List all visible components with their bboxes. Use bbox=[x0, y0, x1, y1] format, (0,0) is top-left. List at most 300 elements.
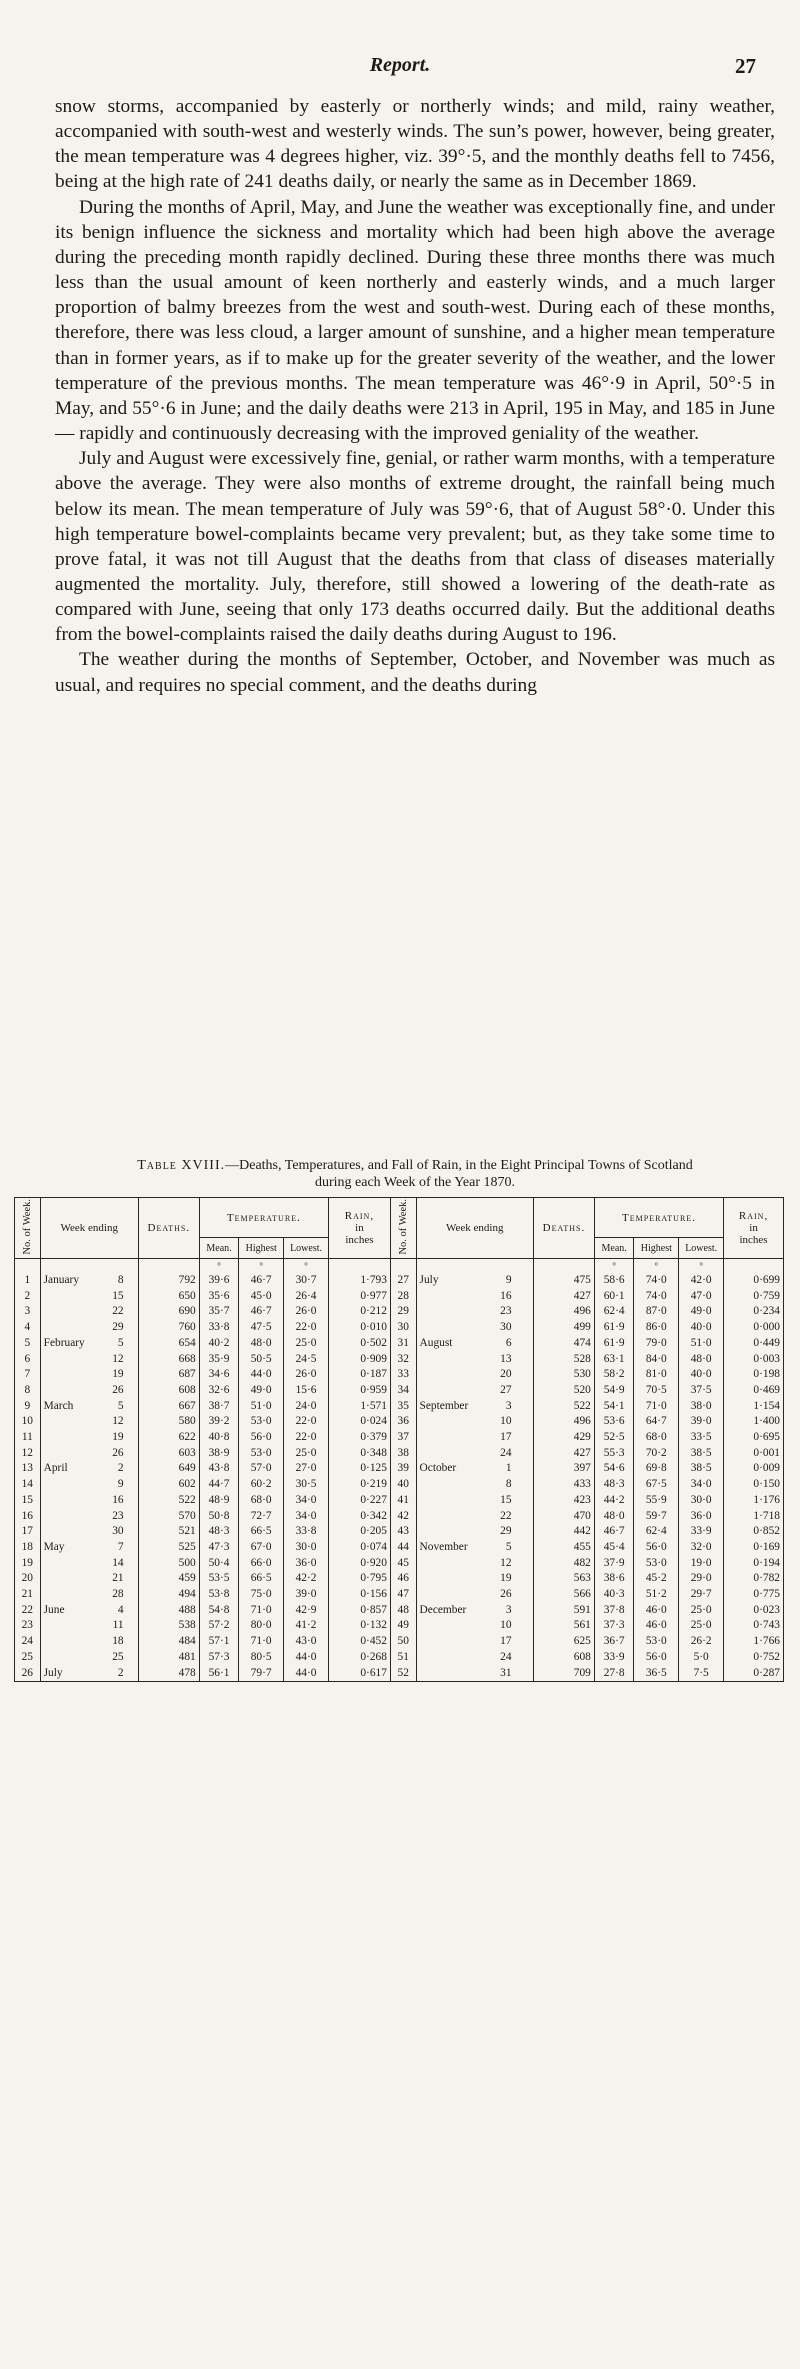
col-header-week-ending: Week ending bbox=[40, 1198, 138, 1259]
week-ending-cell bbox=[416, 1650, 533, 1666]
lowest-temp: 26·2 bbox=[679, 1634, 724, 1650]
week-ending-cell bbox=[416, 1571, 533, 1587]
week-number: 17 bbox=[15, 1524, 41, 1540]
week-ending-cell bbox=[416, 1493, 533, 1509]
lowest-temp: 27·0 bbox=[284, 1461, 329, 1477]
mean-temp: 55·3 bbox=[594, 1446, 634, 1462]
highest-temp: 51·2 bbox=[634, 1587, 679, 1603]
table-row bbox=[15, 1571, 784, 1587]
week-ending-cell bbox=[416, 1477, 533, 1493]
rain-value: 0·125 bbox=[328, 1461, 390, 1477]
mean-temp: 38·9 bbox=[199, 1446, 239, 1462]
deaths-value: 470 bbox=[534, 1509, 595, 1525]
lowest-temp: 25·0 bbox=[284, 1446, 329, 1462]
deaths-value: 521 bbox=[138, 1524, 199, 1540]
paragraph: snow storms, accompanied by easterly or northerly winds; and mild, rainy weather, accompanied with south-west and westerly winds. The sun’s power, however, being greater, the mean temperature was 4 degrees higher, viz. 39°·5, and the monthly deaths fell to 7456, being at the high rate of 241 deaths daily, or nearly the same as in December 1869. bbox=[55, 96, 775, 193]
rain-value: 0·452 bbox=[328, 1634, 390, 1650]
deaths-value: 760 bbox=[138, 1320, 199, 1336]
day: 30 bbox=[500, 1321, 512, 1334]
day: 15 bbox=[500, 1493, 512, 1506]
lowest-temp: 42·9 bbox=[284, 1603, 329, 1619]
day: 10 bbox=[500, 1415, 512, 1428]
day: 8 bbox=[117, 1274, 124, 1286]
lowest-temp: 24·0 bbox=[284, 1399, 329, 1415]
lowest-temp: 38·5 bbox=[679, 1461, 724, 1477]
table-row bbox=[15, 1540, 784, 1556]
table-row bbox=[15, 1304, 784, 1320]
rain-value: 0·187 bbox=[328, 1367, 390, 1383]
rain-value: 0·198 bbox=[724, 1367, 784, 1383]
table-row bbox=[15, 1289, 784, 1305]
week-number: 29 bbox=[390, 1304, 416, 1320]
rain-value: 0·227 bbox=[328, 1493, 390, 1509]
highest-temp: 80·5 bbox=[239, 1650, 284, 1666]
month: April bbox=[43, 1462, 68, 1475]
lowest-temp: 5·0 bbox=[679, 1650, 724, 1666]
rain-value: 0·852 bbox=[724, 1524, 784, 1540]
lowest-temp: 40·0 bbox=[679, 1367, 724, 1383]
highest-temp: 84·0 bbox=[634, 1352, 679, 1368]
day: 22 bbox=[500, 1509, 512, 1522]
day: 19 bbox=[112, 1431, 124, 1444]
highest-temp: 46·0 bbox=[634, 1603, 679, 1619]
day: 26 bbox=[112, 1446, 124, 1459]
week-ending-cell bbox=[416, 1336, 533, 1352]
rain-value: 1·400 bbox=[724, 1414, 784, 1430]
mean-temp: 43·8 bbox=[199, 1461, 239, 1477]
week-number: 42 bbox=[390, 1509, 416, 1525]
highest-temp: 75·0 bbox=[239, 1587, 284, 1603]
deaths-value: 622 bbox=[138, 1430, 199, 1446]
mean-temp: 44·7 bbox=[199, 1477, 239, 1493]
lowest-temp: 41·2 bbox=[284, 1618, 329, 1634]
week-ending-cell bbox=[416, 1304, 533, 1320]
lowest-temp: 33·9 bbox=[679, 1524, 724, 1540]
week-ending-cell bbox=[40, 1414, 138, 1430]
mean-temp: 35·9 bbox=[199, 1352, 239, 1368]
day: 5 bbox=[117, 1399, 124, 1412]
table-row bbox=[15, 1587, 784, 1603]
degree-mark: ° bbox=[634, 1259, 679, 1274]
week-ending-cell bbox=[40, 1399, 138, 1415]
deaths-value: 528 bbox=[534, 1352, 595, 1368]
deaths-value: 423 bbox=[534, 1493, 595, 1509]
mean-temp: 44·2 bbox=[594, 1493, 634, 1509]
day: 12 bbox=[112, 1352, 124, 1365]
rain-value: 0·287 bbox=[724, 1666, 784, 1682]
lowest-temp: 47·0 bbox=[679, 1289, 724, 1305]
mean-temp: 40·2 bbox=[199, 1336, 239, 1352]
day: 27 bbox=[500, 1383, 512, 1396]
highest-temp: 66·0 bbox=[239, 1556, 284, 1572]
mean-temp: 54·6 bbox=[594, 1461, 634, 1477]
lowest-temp: 34·0 bbox=[679, 1477, 724, 1493]
mean-temp: 57·3 bbox=[199, 1650, 239, 1666]
degree-mark: ° bbox=[239, 1259, 284, 1274]
week-number: 21 bbox=[15, 1587, 41, 1603]
day: 7 bbox=[117, 1540, 124, 1553]
day: 9 bbox=[117, 1478, 124, 1491]
week-number: 40 bbox=[390, 1477, 416, 1493]
week-ending-cell bbox=[40, 1352, 138, 1368]
mean-temp: 37·3 bbox=[594, 1618, 634, 1634]
highest-temp: 67·5 bbox=[634, 1477, 679, 1493]
day: 2 bbox=[117, 1666, 124, 1679]
degree-mark: ° bbox=[199, 1259, 239, 1274]
mean-temp: 53·6 bbox=[594, 1414, 634, 1430]
mean-temp: 38·6 bbox=[594, 1571, 634, 1587]
mean-temp: 54·1 bbox=[594, 1399, 634, 1415]
rain-value: 0·743 bbox=[724, 1618, 784, 1634]
week-ending-cell bbox=[40, 1540, 138, 1556]
col-header-rain: Rain, in inches bbox=[724, 1198, 784, 1259]
deaths-value: 499 bbox=[534, 1320, 595, 1336]
rain-value: 0·194 bbox=[724, 1556, 784, 1572]
deaths-value: 668 bbox=[138, 1352, 199, 1368]
day: 21 bbox=[112, 1572, 124, 1585]
table-row bbox=[15, 1666, 784, 1682]
month: August bbox=[419, 1336, 453, 1349]
highest-temp: 71·0 bbox=[239, 1634, 284, 1650]
deaths-value: 625 bbox=[534, 1634, 595, 1650]
rain-value: 0·469 bbox=[724, 1383, 784, 1399]
highest-temp: 71·0 bbox=[239, 1603, 284, 1619]
lowest-temp: 42·2 bbox=[284, 1571, 329, 1587]
week-ending-cell bbox=[416, 1556, 533, 1572]
highest-temp: 50·5 bbox=[239, 1352, 284, 1368]
day: 4 bbox=[117, 1603, 124, 1616]
deaths-value: 591 bbox=[534, 1603, 595, 1619]
week-number: 46 bbox=[390, 1571, 416, 1587]
week-number: 36 bbox=[390, 1414, 416, 1430]
mean-temp: 50·4 bbox=[199, 1556, 239, 1572]
week-number: 5 bbox=[15, 1336, 41, 1352]
rain-value: 0·024 bbox=[328, 1414, 390, 1430]
table-row bbox=[15, 1367, 784, 1383]
table-row bbox=[15, 1509, 784, 1525]
month: January bbox=[43, 1274, 80, 1286]
lowest-temp: 34·0 bbox=[284, 1493, 329, 1509]
col-header-highest: Highest bbox=[634, 1238, 679, 1259]
week-number: 33 bbox=[390, 1367, 416, 1383]
week-ending-cell bbox=[40, 1556, 138, 1572]
highest-temp: 46·7 bbox=[239, 1273, 284, 1289]
highest-temp: 53·0 bbox=[634, 1556, 679, 1572]
col-header-deaths: Deaths. bbox=[138, 1198, 199, 1259]
deaths-value: 484 bbox=[138, 1634, 199, 1650]
rain-value: 0·023 bbox=[724, 1603, 784, 1619]
lowest-temp: 33·5 bbox=[679, 1430, 724, 1446]
mean-temp: 58·6 bbox=[594, 1273, 634, 1289]
week-ending-cell bbox=[40, 1603, 138, 1619]
highest-temp: 79·0 bbox=[634, 1336, 679, 1352]
col-header-rain: Rain, in inches bbox=[328, 1198, 390, 1259]
day: 8 bbox=[505, 1478, 512, 1491]
week-number: 16 bbox=[15, 1509, 41, 1525]
mean-temp: 40·3 bbox=[594, 1587, 634, 1603]
deaths-value: 488 bbox=[138, 1603, 199, 1619]
deaths-value: 667 bbox=[138, 1399, 199, 1415]
day: 9 bbox=[505, 1274, 512, 1286]
degree-row bbox=[15, 1259, 784, 1274]
week-ending-cell bbox=[416, 1524, 533, 1540]
highest-temp: 56·0 bbox=[239, 1430, 284, 1446]
week-ending-cell bbox=[416, 1618, 533, 1634]
day: 16 bbox=[112, 1493, 124, 1506]
lowest-temp: 37·5 bbox=[679, 1383, 724, 1399]
lowest-temp: 32·0 bbox=[679, 1540, 724, 1556]
week-ending-cell bbox=[40, 1587, 138, 1603]
rain-value: 1·718 bbox=[724, 1509, 784, 1525]
week-ending-cell bbox=[40, 1634, 138, 1650]
rain-value: 0·909 bbox=[328, 1352, 390, 1368]
day: 29 bbox=[112, 1321, 124, 1334]
highest-temp: 46·0 bbox=[634, 1618, 679, 1634]
mean-temp: 53·5 bbox=[199, 1571, 239, 1587]
mean-temp: 58·2 bbox=[594, 1367, 634, 1383]
highest-temp: 49·0 bbox=[239, 1383, 284, 1399]
table-row bbox=[15, 1556, 784, 1572]
day: 2 bbox=[117, 1462, 124, 1475]
mean-temp: 36·7 bbox=[594, 1634, 634, 1650]
rain-value: 0·795 bbox=[328, 1571, 390, 1587]
body-text bbox=[55, 94, 775, 698]
deaths-value: 654 bbox=[138, 1336, 199, 1352]
deaths-value: 538 bbox=[138, 1618, 199, 1634]
mean-temp: 34·6 bbox=[199, 1367, 239, 1383]
table-row bbox=[15, 1383, 784, 1399]
day: 3 bbox=[505, 1399, 512, 1412]
rain-value: 1·154 bbox=[724, 1399, 784, 1415]
week-number: 23 bbox=[15, 1618, 41, 1634]
col-header-lowest: Lowest. bbox=[284, 1238, 329, 1259]
rain-value: 1·766 bbox=[724, 1634, 784, 1650]
week-number: 44 bbox=[390, 1540, 416, 1556]
highest-temp: 56·0 bbox=[634, 1540, 679, 1556]
mean-temp: 37·8 bbox=[594, 1603, 634, 1619]
paragraph: July and August were excessively fine, genial, or rather warm months, with a temperature above the average. They were also months of extreme drought, the rainfall being much below its mean. The mean temperature of July was 59°·6, that of August 58°·0. Under this high temperature bowel-complaints became very prevalent; but, as they take some time to prove fatal, it was not till August that the deaths from that class of diseases materially augmented the mortality. July, therefore, still showed a lowering of the death-rate as compared with June, seeing that only 173 deaths occurred daily. But the additional deaths from the bowel-complaints raised the daily deaths during August to 196. bbox=[55, 448, 775, 646]
rain-value: 0·132 bbox=[328, 1618, 390, 1634]
highest-temp: 68·0 bbox=[634, 1430, 679, 1446]
week-ending-cell bbox=[416, 1509, 533, 1525]
rain-value: 0·959 bbox=[328, 1383, 390, 1399]
rain-value: 0·342 bbox=[328, 1509, 390, 1525]
day: 26 bbox=[112, 1383, 124, 1396]
highest-temp: 79·7 bbox=[239, 1666, 284, 1682]
lowest-temp: 51·0 bbox=[679, 1336, 724, 1352]
month: July bbox=[419, 1274, 439, 1286]
caption-text: —Deaths, Temperatures, and Fall of Rain, in the Eight Principal Towns of Scotland bbox=[225, 1158, 693, 1173]
week-number: 30 bbox=[390, 1320, 416, 1336]
lowest-temp: 26·0 bbox=[284, 1367, 329, 1383]
week-ending-cell bbox=[40, 1383, 138, 1399]
day: 18 bbox=[112, 1635, 124, 1648]
mean-temp: 38·7 bbox=[199, 1399, 239, 1415]
lowest-temp: 38·5 bbox=[679, 1446, 724, 1462]
col-header-temperature: Temperature. bbox=[199, 1198, 328, 1238]
day: 3 bbox=[505, 1603, 512, 1616]
week-ending-cell bbox=[40, 1461, 138, 1477]
week-ending-cell bbox=[40, 1524, 138, 1540]
deaths-value: 442 bbox=[534, 1524, 595, 1540]
highest-temp: 74·0 bbox=[634, 1289, 679, 1305]
highest-temp: 64·7 bbox=[634, 1414, 679, 1430]
lowest-temp: 22·0 bbox=[284, 1430, 329, 1446]
mean-temp: 46·7 bbox=[594, 1524, 634, 1540]
rain-value: 1·571 bbox=[328, 1399, 390, 1415]
week-number: 31 bbox=[390, 1336, 416, 1352]
highest-temp: 53·0 bbox=[239, 1414, 284, 1430]
week-number: 15 bbox=[15, 1493, 41, 1509]
deaths-value: 530 bbox=[534, 1367, 595, 1383]
table-row bbox=[15, 1352, 784, 1368]
month: September bbox=[419, 1399, 469, 1412]
paragraph: During the months of April, May, and June the weather was exceptionally fine, and under its benign influence the sickness and mortality which had been high above the average during the preceding month rapidly declined. During these three months there was much less than the usual amount of keen northerly and easterly winds, and a much larger proportion of balmy breezes from the west and south-west. During each of these months, therefore, there was less cloud, a larger amount of sunshine, and a higher mean temperature than in former years, as if to make up for the greater severity of the weather, and the lower temperature of the previous months. The mean temperature was 46°·9 in April, 50°·5 in May, and 55°·6 in June; and the daily deaths were 213 in April, 195 in May, and 185 in June — rapidly and continuously decreasing with the improved geniality of the weather. bbox=[55, 196, 775, 445]
table-row bbox=[15, 1336, 784, 1352]
day: 5 bbox=[505, 1540, 512, 1553]
data-table-wrapper bbox=[14, 1197, 784, 2369]
highest-temp: 86·0 bbox=[634, 1320, 679, 1336]
week-number: 4 bbox=[15, 1320, 41, 1336]
deaths-value: 603 bbox=[138, 1446, 199, 1462]
rain-value: 0·617 bbox=[328, 1666, 390, 1682]
deaths-value: 427 bbox=[534, 1289, 595, 1305]
highest-temp: 45·2 bbox=[634, 1571, 679, 1587]
month: June bbox=[43, 1603, 65, 1616]
week-ending-cell bbox=[416, 1352, 533, 1368]
rain-value: 0·003 bbox=[724, 1352, 784, 1368]
mean-temp: 48·0 bbox=[594, 1509, 634, 1525]
highest-temp: 59·7 bbox=[634, 1509, 679, 1525]
rain-value: 0·001 bbox=[724, 1446, 784, 1462]
lowest-temp: 30·7 bbox=[284, 1273, 329, 1289]
highest-temp: 80·0 bbox=[239, 1618, 284, 1634]
deaths-value: 792 bbox=[138, 1273, 199, 1289]
day: 31 bbox=[500, 1666, 512, 1679]
lowest-temp: 33·8 bbox=[284, 1524, 329, 1540]
highest-temp: 47·5 bbox=[239, 1320, 284, 1336]
week-ending-cell bbox=[40, 1367, 138, 1383]
col-header-temperature: Temperature. bbox=[594, 1198, 723, 1238]
deaths-value: 494 bbox=[138, 1587, 199, 1603]
week-number: 45 bbox=[390, 1556, 416, 1572]
page-number: 27 bbox=[735, 54, 756, 78]
day: 24 bbox=[500, 1650, 512, 1663]
lowest-temp: 39·0 bbox=[679, 1414, 724, 1430]
mean-temp: 47·3 bbox=[199, 1540, 239, 1556]
day: 26 bbox=[500, 1588, 512, 1601]
week-number: 35 bbox=[390, 1399, 416, 1415]
lowest-temp: 30·5 bbox=[284, 1477, 329, 1493]
mean-temp: 48·9 bbox=[199, 1493, 239, 1509]
rain-value: 1·176 bbox=[724, 1493, 784, 1509]
highest-temp: 67·0 bbox=[239, 1540, 284, 1556]
deaths-value: 397 bbox=[534, 1461, 595, 1477]
week-ending-cell bbox=[40, 1618, 138, 1634]
highest-temp: 53·0 bbox=[239, 1446, 284, 1462]
degree-mark: ° bbox=[284, 1259, 329, 1274]
col-header-mean: Mean. bbox=[594, 1238, 634, 1259]
week-ending-cell bbox=[416, 1320, 533, 1336]
day: 15 bbox=[112, 1289, 124, 1302]
day: 22 bbox=[112, 1305, 124, 1318]
week-ending-cell bbox=[40, 1320, 138, 1336]
week-number: 19 bbox=[15, 1556, 41, 1572]
day: 14 bbox=[112, 1556, 124, 1569]
week-number: 25 bbox=[15, 1650, 41, 1666]
highest-temp: 71·0 bbox=[634, 1399, 679, 1415]
week-number: 43 bbox=[390, 1524, 416, 1540]
col-header-mean: Mean. bbox=[199, 1238, 239, 1259]
rain-value: 0·977 bbox=[328, 1289, 390, 1305]
rain-value: 0·348 bbox=[328, 1446, 390, 1462]
deaths-value: 459 bbox=[138, 1571, 199, 1587]
mean-temp: 57·2 bbox=[199, 1618, 239, 1634]
paragraph: The weather during the months of September, October, and November was much as usual, and requires no special comment, and the deaths during bbox=[55, 649, 775, 696]
deaths-value: 500 bbox=[138, 1556, 199, 1572]
lowest-temp: 29·7 bbox=[679, 1587, 724, 1603]
highest-temp: 87·0 bbox=[634, 1304, 679, 1320]
week-ending-cell bbox=[40, 1509, 138, 1525]
degree-mark: ° bbox=[679, 1259, 724, 1274]
highest-temp: 68·0 bbox=[239, 1493, 284, 1509]
table-body bbox=[15, 1259, 784, 1682]
deaths-value: 433 bbox=[534, 1477, 595, 1493]
highest-temp: 72·7 bbox=[239, 1509, 284, 1525]
highest-temp: 81·0 bbox=[634, 1367, 679, 1383]
deaths-value: 690 bbox=[138, 1304, 199, 1320]
deaths-value: 520 bbox=[534, 1383, 595, 1399]
day: 25 bbox=[112, 1650, 124, 1663]
day: 6 bbox=[505, 1336, 512, 1349]
rain-value: 0·169 bbox=[724, 1540, 784, 1556]
week-ending-cell bbox=[416, 1603, 533, 1619]
week-number: 24 bbox=[15, 1634, 41, 1650]
table-row bbox=[15, 1320, 784, 1336]
week-ending-cell bbox=[416, 1666, 533, 1682]
mean-temp: 52·5 bbox=[594, 1430, 634, 1446]
day: 23 bbox=[112, 1509, 124, 1522]
deaths-value: 650 bbox=[138, 1289, 199, 1305]
week-ending-cell bbox=[416, 1273, 533, 1289]
mean-temp: 61·9 bbox=[594, 1320, 634, 1336]
highest-temp: 44·0 bbox=[239, 1367, 284, 1383]
month: October bbox=[419, 1462, 457, 1475]
week-ending-cell bbox=[416, 1461, 533, 1477]
lowest-temp: 40·0 bbox=[679, 1320, 724, 1336]
running-head: Report. bbox=[369, 54, 431, 76]
week-number: 41 bbox=[390, 1493, 416, 1509]
col-header-week-ending: Week ending bbox=[416, 1198, 533, 1259]
week-ending-cell bbox=[416, 1399, 533, 1415]
highest-temp: 62·4 bbox=[634, 1524, 679, 1540]
col-header-no: No. of Week. bbox=[15, 1198, 41, 1259]
deaths-value: 496 bbox=[534, 1414, 595, 1430]
caption-line-2: during each Week of the Year 1870. bbox=[314, 1175, 515, 1190]
deaths-value: 455 bbox=[534, 1540, 595, 1556]
mean-temp: 53·8 bbox=[199, 1587, 239, 1603]
highest-temp: 60·2 bbox=[239, 1477, 284, 1493]
rain-value: 0·502 bbox=[328, 1336, 390, 1352]
week-number: 47 bbox=[390, 1587, 416, 1603]
lowest-temp: 22·0 bbox=[284, 1320, 329, 1336]
week-ending-cell bbox=[40, 1304, 138, 1320]
week-number: 26 bbox=[15, 1666, 41, 1682]
week-number: 9 bbox=[15, 1399, 41, 1415]
lowest-temp: 30·0 bbox=[284, 1540, 329, 1556]
table-row bbox=[15, 1273, 784, 1289]
deaths-value: 481 bbox=[138, 1650, 199, 1666]
